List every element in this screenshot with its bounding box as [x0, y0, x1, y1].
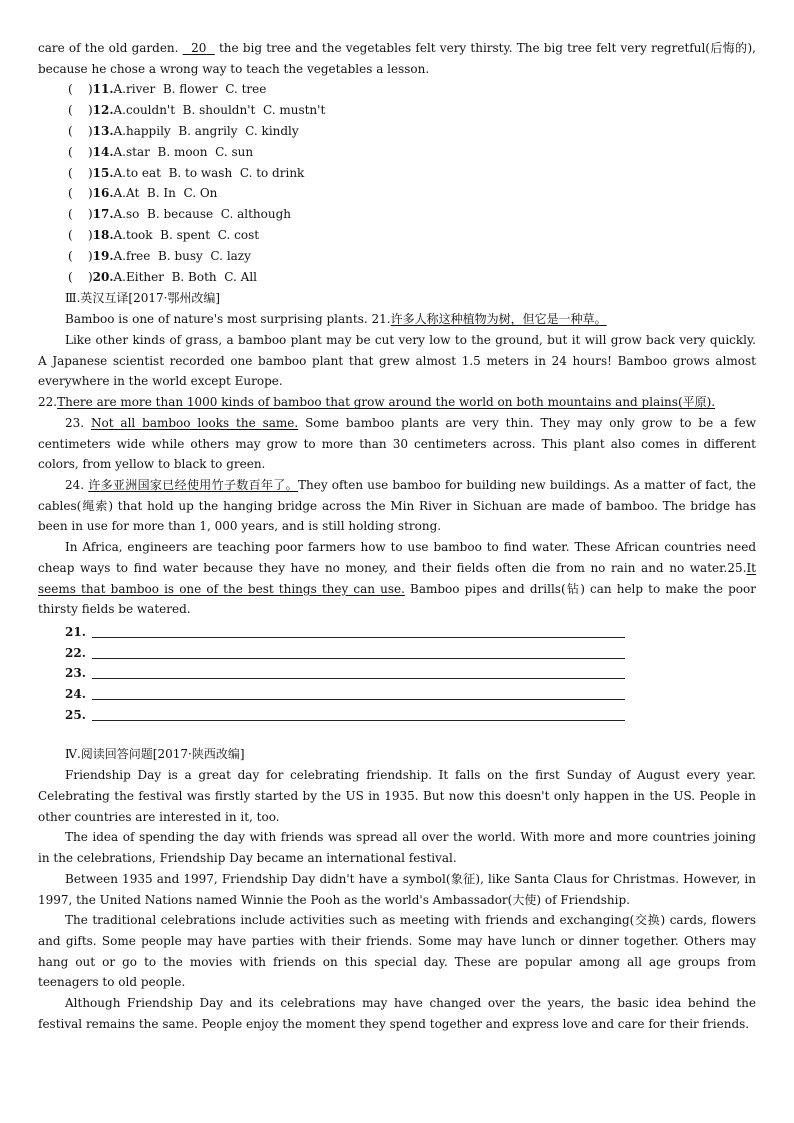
passage-paragraph: Friendship Day is a great day for celebrating friendship. It falls on the first Sunday of August every year. Celebrating the festival was firstly started by the US in 1935. But now this doesn't only happen in the US. People in other countries are interested in it, too.: [38, 768, 756, 824]
answer-paren[interactable]: ( ): [68, 103, 93, 118]
passage-paragraph: The idea of spending the day with friends was spread all over the world. With more and more countries joining in the celebrations, Friendship Day became an international festival.: [38, 830, 756, 866]
option-text: A.Either B. Both C. All: [113, 269, 258, 284]
option-row: [68, 225, 756, 246]
underlined-sentence-23: Not all bamboo looks the same.: [90, 415, 299, 430]
option-text: A.took B. spent C. cost: [113, 227, 260, 242]
option-text: A.so B. because C. although: [113, 207, 292, 222]
answer-line[interactable]: 22.: [65, 643, 756, 664]
blank-20: 20: [191, 41, 207, 55]
passage-paragraph: 22.There are more than 1000 kinds of bamboo that grow around the world on both mountains and plains(平原).: [38, 395, 716, 410]
cloze-text: care of the old garden.: [38, 41, 183, 55]
option-row: [68, 183, 756, 204]
section-heading-translation: Ⅲ.英汉互译[2017·鄂州改编]: [65, 291, 221, 306]
cloze-options-list: [38, 79, 756, 287]
option-row: [68, 163, 756, 184]
question-number: 19.: [92, 248, 114, 263]
answer-line[interactable]: 23.: [65, 663, 756, 684]
answer-paren[interactable]: ( ): [68, 165, 93, 180]
option-text: A.couldn't B. shouldn't C. mustn't: [113, 103, 326, 118]
underlined-sentence-24: 许多亚洲国家已经使用竹子数百年了。: [88, 478, 298, 492]
question-number: 16.: [92, 186, 114, 201]
option-row: [68, 121, 756, 142]
answer-paren[interactable]: ( ): [68, 144, 93, 159]
option-row: [68, 142, 756, 163]
underlined-sentence-22: There are more than 1000 kinds of bamboo that grow around the world on both mountains and plains(平原).: [57, 395, 716, 410]
option-text: A.star B. moon C. sun: [113, 144, 254, 159]
option-row: [68, 204, 756, 225]
passage-paragraph: Bamboo is one of nature's most surprising plants. 21.许多人称这种植物为树，但它是一种草。: [65, 312, 607, 327]
option-text: A.to eat B. to wash C. to drink: [113, 165, 305, 180]
underlined-sentence-21: 许多人称这种植物为树，但它是一种草。: [390, 312, 607, 327]
question-number: 18.: [92, 227, 114, 242]
answer-paren[interactable]: ( ): [68, 248, 93, 263]
worksheet-page: [38, 38, 756, 1035]
answer-line[interactable]: 24.: [65, 684, 756, 705]
section-heading-reading: Ⅳ.阅读回答问题[2017·陕西改编]: [65, 747, 245, 762]
answer-paren[interactable]: ( ): [68, 207, 93, 222]
option-text: A.river B. flower C. tree: [113, 82, 267, 97]
underlined-sentence-25: It seems that bamboo is one of the best things they can use.: [38, 560, 756, 596]
option-text: A.At B. In C. On: [113, 186, 218, 201]
answer-paren[interactable]: ( ): [68, 186, 93, 201]
option-row: [68, 100, 756, 121]
passage-paragraph: Like other kinds of grass, a bamboo plant may be cut very low to the ground, but it will grow back very quickly. A Japanese scientist recorded one bamboo plant that grew almost 1.5 meters in 24 hours! Bamboo grows almost everywhere in the world except Europe.: [38, 333, 756, 389]
answer-paren[interactable]: ( ): [68, 124, 93, 138]
question-number: 11.: [92, 82, 114, 97]
question-number: 14.: [92, 144, 114, 159]
cloze-passage-ending: [38, 38, 756, 79]
answer-line[interactable]: 21.: [65, 622, 756, 643]
answer-paren[interactable]: ( ): [68, 269, 93, 284]
passage-paragraph: 24. 许多亚洲国家已经使用竹子数百年了。They often use bamboo for building new buildings. As a matter of fact, the cables(绳索) that hold up the hanging bridge across the Min River in Sichuan are made of bamboo. The bridge has been in use for more than 1, 000 years, and is still holding strong.: [38, 478, 756, 534]
passage-paragraph: Between 1935 and 1997, Friendship Day didn't have a symbol(象征), like Santa Claus for Christmas. However, in 1997, the United Nations named Winnie the Pooh as the world's Ambassador(大使) of Friendship.: [38, 871, 756, 907]
option-row: [68, 267, 756, 288]
passage-paragraph: Although Friendship Day and its celebrations may have changed over the years, the basic idea behind the festival remains the same. People enjoy the moment they spend together and express love and care for their friends.: [38, 996, 756, 1031]
passage-paragraph: 23. Not all bamboo looks the same. Some bamboo plants are very thin. They may only grow to be a few centimeters wide while others may grow to more than 30 centimeters across. This plant also comes in different colors, from yellow to black to green.: [38, 415, 756, 472]
question-number: 20.: [92, 269, 114, 284]
answer-paren[interactable]: ( ): [68, 227, 93, 242]
question-number: 17.: [92, 207, 114, 222]
question-number: 13.: [92, 124, 114, 138]
question-number: 12.: [92, 103, 114, 118]
cloze-text: the big tree and the vegetables felt very thirsty. The big tree felt very regretful(后悔的), because he chose a wrong way to teach the vegetables a lesson.: [38, 41, 756, 76]
answer-lines: [38, 622, 756, 725]
answer-line[interactable]: 25.: [65, 705, 756, 726]
passage-paragraph: In Africa, engineers are teaching poor farmers how to use bamboo to find water. These African countries need cheap ways to find water because they have no money, and their fields often die from no rain and no water.25.It seems that bamboo is one of the best things they can use. Bamboo pipes and drills(钻) can help to make the poor thirsty fields be watered.: [38, 540, 756, 617]
option-text: A.free B. busy C. lazy: [113, 248, 251, 263]
option-row: [68, 79, 756, 100]
answer-paren[interactable]: ( ): [68, 82, 93, 97]
passage-paragraph: The traditional celebrations include activities such as meeting with friends and exchanging(交换) cards, flowers and gifts. Some people may have parties with their friends. Some may have lunch or dinner together. Others may hang out or go to the movies with friends on this special day. These are popular among all age groups from teenagers to old people.: [38, 913, 756, 990]
option-row: [68, 246, 756, 267]
question-number: 15.: [92, 165, 114, 180]
option-text: A.happily B. angrily C. kindly: [113, 124, 299, 138]
